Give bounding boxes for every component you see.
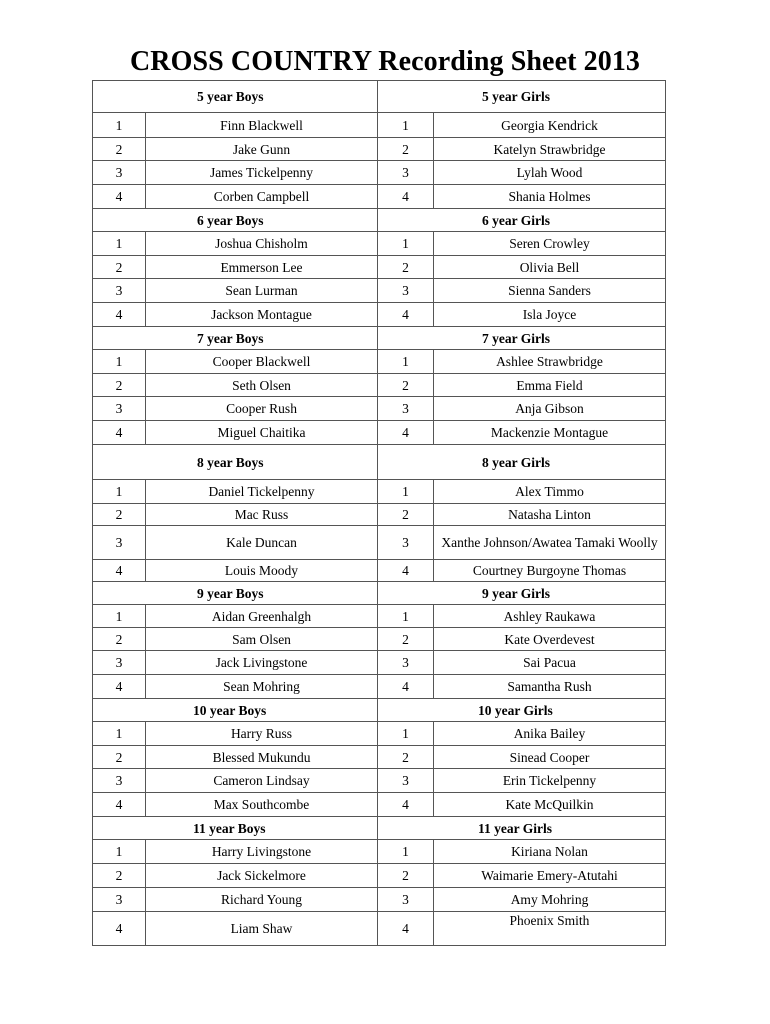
boy-name-cell: Aidan Greenhalgh: [146, 605, 378, 628]
boy-name-cell: Louis Moody: [146, 560, 378, 582]
girl-name-cell: Kate McQuilkin: [434, 793, 666, 817]
boy-name-cell: Seth Olsen: [146, 374, 378, 397]
boy-name-cell: Emmerson Lee: [146, 256, 378, 279]
girl-name-cell: Courtney Burgoyne Thomas: [434, 560, 666, 582]
boy-name-cell: Liam Shaw: [146, 912, 378, 946]
section-header-row: [93, 582, 666, 605]
result-row: [93, 421, 666, 445]
result-row: [93, 888, 666, 912]
girl-name-cell: Amy Mohring: [434, 888, 666, 912]
girls-category-header: 5 year Girls: [378, 81, 666, 113]
boy-name-cell: Miguel Chaitika: [146, 421, 378, 445]
girl-name-cell: Phoenix Smith: [434, 912, 666, 946]
result-row: [93, 526, 666, 560]
boy-place-cell: 2: [93, 138, 146, 161]
girl-name-cell: Olivia Bell: [434, 256, 666, 279]
girl-place-cell: 2: [378, 746, 434, 769]
boy-name-cell: Jake Gunn: [146, 138, 378, 161]
girl-name-cell: Sienna Sanders: [434, 279, 666, 303]
girl-name-cell: Emma Field: [434, 374, 666, 397]
boy-name-cell: Jack Sickelmore: [146, 864, 378, 888]
boy-name-cell: James Tickelpenny: [146, 161, 378, 185]
girl-name-cell: Erin Tickelpenny: [434, 769, 666, 793]
result-row: [93, 651, 666, 675]
boy-name-cell: Blessed Mukundu: [146, 746, 378, 769]
girl-name-cell: Waimarie Emery-Atutahi: [434, 864, 666, 888]
result-row: [93, 675, 666, 699]
boy-name-cell: Mac Russ: [146, 504, 378, 526]
boy-name-cell: Harry Livingstone: [146, 840, 378, 864]
girl-place-cell: 3: [378, 526, 434, 560]
girl-place-cell: 1: [378, 480, 434, 504]
girl-place-cell: 2: [378, 628, 434, 651]
boy-name-cell: Sean Lurman: [146, 279, 378, 303]
boy-place-cell: 3: [93, 526, 146, 560]
girl-place-cell: 2: [378, 256, 434, 279]
girl-name-cell: Natasha Linton: [434, 504, 666, 526]
boy-place-cell: 4: [93, 303, 146, 327]
girl-place-cell: 4: [378, 912, 434, 946]
boy-name-cell: Finn Blackwell: [146, 113, 378, 138]
boy-place-cell: 1: [93, 113, 146, 138]
girl-place-cell: 1: [378, 350, 434, 374]
boy-place-cell: 3: [93, 888, 146, 912]
boys-category-header: 9 year Boys: [93, 582, 378, 605]
boy-place-cell: 1: [93, 480, 146, 504]
result-row: [93, 769, 666, 793]
boy-place-cell: 1: [93, 350, 146, 374]
result-row: [93, 722, 666, 746]
boys-category-header: 10 year Boys: [93, 699, 378, 722]
girl-place-cell: 3: [378, 397, 434, 421]
girl-place-cell: 4: [378, 560, 434, 582]
girls-category-header: 9 year Girls: [378, 582, 666, 605]
girl-place-cell: 1: [378, 232, 434, 256]
boy-place-cell: 3: [93, 651, 146, 675]
girl-place-cell: 2: [378, 374, 434, 397]
result-row: [93, 793, 666, 817]
section-header-row: [93, 817, 666, 840]
girl-place-cell: 3: [378, 161, 434, 185]
girl-name-cell: Mackenzie Montague: [434, 421, 666, 445]
girl-name-cell: Ashlee Strawbridge: [434, 350, 666, 374]
boy-place-cell: 2: [93, 746, 146, 769]
girl-place-cell: 4: [378, 793, 434, 817]
section-header-row: [93, 81, 666, 113]
result-row: [93, 350, 666, 374]
girl-name-cell: Alex Timmo: [434, 480, 666, 504]
girl-name-cell: Sinead Cooper: [434, 746, 666, 769]
boy-place-cell: 1: [93, 605, 146, 628]
boy-place-cell: 1: [93, 840, 146, 864]
boy-name-cell: Daniel Tickelpenny: [146, 480, 378, 504]
girls-category-header: 10 year Girls: [378, 699, 666, 722]
girl-place-cell: 3: [378, 651, 434, 675]
boy-place-cell: 1: [93, 722, 146, 746]
result-row: [93, 232, 666, 256]
boy-place-cell: 2: [93, 256, 146, 279]
girl-name-cell: Samantha Rush: [434, 675, 666, 699]
boy-name-cell: Corben Campbell: [146, 185, 378, 209]
boy-name-cell: Sean Mohring: [146, 675, 378, 699]
section-header-row: [93, 209, 666, 232]
girl-place-cell: 1: [378, 605, 434, 628]
girl-name-cell: Shania Holmes: [434, 185, 666, 209]
boys-category-header: 11 year Boys: [93, 817, 378, 840]
boy-name-cell: Cameron Lindsay: [146, 769, 378, 793]
girl-place-cell: 4: [378, 675, 434, 699]
boy-place-cell: 2: [93, 864, 146, 888]
girl-place-cell: 4: [378, 421, 434, 445]
boy-place-cell: 4: [93, 912, 146, 946]
girl-place-cell: 3: [378, 279, 434, 303]
result-row: [93, 256, 666, 279]
boy-place-cell: 3: [93, 279, 146, 303]
girl-name-cell: Kate Overdevest: [434, 628, 666, 651]
result-row: [93, 374, 666, 397]
boy-name-cell: Harry Russ: [146, 722, 378, 746]
girl-place-cell: 3: [378, 888, 434, 912]
boy-name-cell: Jack Livingstone: [146, 651, 378, 675]
boy-place-cell: 3: [93, 769, 146, 793]
boy-place-cell: 4: [93, 421, 146, 445]
girl-place-cell: 4: [378, 185, 434, 209]
girl-name-cell: Xanthe Johnson/Awatea Tamaki Woolly: [434, 526, 666, 560]
girl-place-cell: 2: [378, 864, 434, 888]
result-row: [93, 628, 666, 651]
boy-name-cell: Kale Duncan: [146, 526, 378, 560]
girl-name-cell: Kiriana Nolan: [434, 840, 666, 864]
girl-name-cell: Sai Pacua: [434, 651, 666, 675]
girl-name-cell: Katelyn Strawbridge: [434, 138, 666, 161]
section-header-row: [93, 699, 666, 722]
girl-place-cell: 2: [378, 504, 434, 526]
result-row: [93, 138, 666, 161]
result-row: [93, 746, 666, 769]
boy-name-cell: Cooper Rush: [146, 397, 378, 421]
girl-name-cell: Lylah Wood: [434, 161, 666, 185]
result-row: [93, 279, 666, 303]
result-row: [93, 504, 666, 526]
boys-category-header: 8 year Boys: [93, 445, 378, 480]
boy-place-cell: 2: [93, 374, 146, 397]
girl-place-cell: 1: [378, 113, 434, 138]
boys-category-header: 6 year Boys: [93, 209, 378, 232]
girl-name-cell: Anja Gibson: [434, 397, 666, 421]
boy-name-cell: Richard Young: [146, 888, 378, 912]
girl-place-cell: 4: [378, 303, 434, 327]
girl-name-cell: Seren Crowley: [434, 232, 666, 256]
boy-place-cell: 4: [93, 793, 146, 817]
result-row: [93, 161, 666, 185]
girl-name-cell: Georgia Kendrick: [434, 113, 666, 138]
section-header-row: [93, 327, 666, 350]
boys-category-header: 7 year Boys: [93, 327, 378, 350]
girl-place-cell: 1: [378, 840, 434, 864]
girl-place-cell: 1: [378, 722, 434, 746]
result-row: [93, 864, 666, 888]
boy-name-cell: Cooper Blackwell: [146, 350, 378, 374]
boy-place-cell: 4: [93, 185, 146, 209]
result-row: [93, 397, 666, 421]
result-row: [93, 113, 666, 138]
result-row: [93, 560, 666, 582]
girl-place-cell: 3: [378, 769, 434, 793]
result-row: [93, 303, 666, 327]
page-title: CROSS COUNTRY Recording Sheet 2013: [129, 46, 641, 77]
boys-category-header: 5 year Boys: [93, 81, 378, 113]
section-header-row: [93, 445, 666, 480]
girls-category-header: 6 year Girls: [378, 209, 666, 232]
boy-name-cell: Sam Olsen: [146, 628, 378, 651]
boy-place-cell: 3: [93, 161, 146, 185]
recording-sheet-table: [92, 80, 666, 946]
boy-name-cell: Jackson Montague: [146, 303, 378, 327]
boy-name-cell: Max Southcombe: [146, 793, 378, 817]
girl-place-cell: 2: [378, 138, 434, 161]
girl-name-cell: Isla Joyce: [434, 303, 666, 327]
boy-place-cell: 2: [93, 504, 146, 526]
result-row: [93, 480, 666, 504]
girl-name-cell: Anika Bailey: [434, 722, 666, 746]
boy-place-cell: 4: [93, 560, 146, 582]
boy-place-cell: 1: [93, 232, 146, 256]
boy-place-cell: 4: [93, 675, 146, 699]
girls-category-header: 8 year Girls: [378, 445, 666, 480]
boy-place-cell: 2: [93, 628, 146, 651]
boy-place-cell: 3: [93, 397, 146, 421]
girl-name-cell: Ashley Raukawa: [434, 605, 666, 628]
result-row: [93, 912, 666, 946]
girls-category-header: 11 year Girls: [378, 817, 666, 840]
result-row: [93, 840, 666, 864]
result-row: [93, 185, 666, 209]
girls-category-header: 7 year Girls: [378, 327, 666, 350]
boy-name-cell: Joshua Chisholm: [146, 232, 378, 256]
result-row: [93, 605, 666, 628]
